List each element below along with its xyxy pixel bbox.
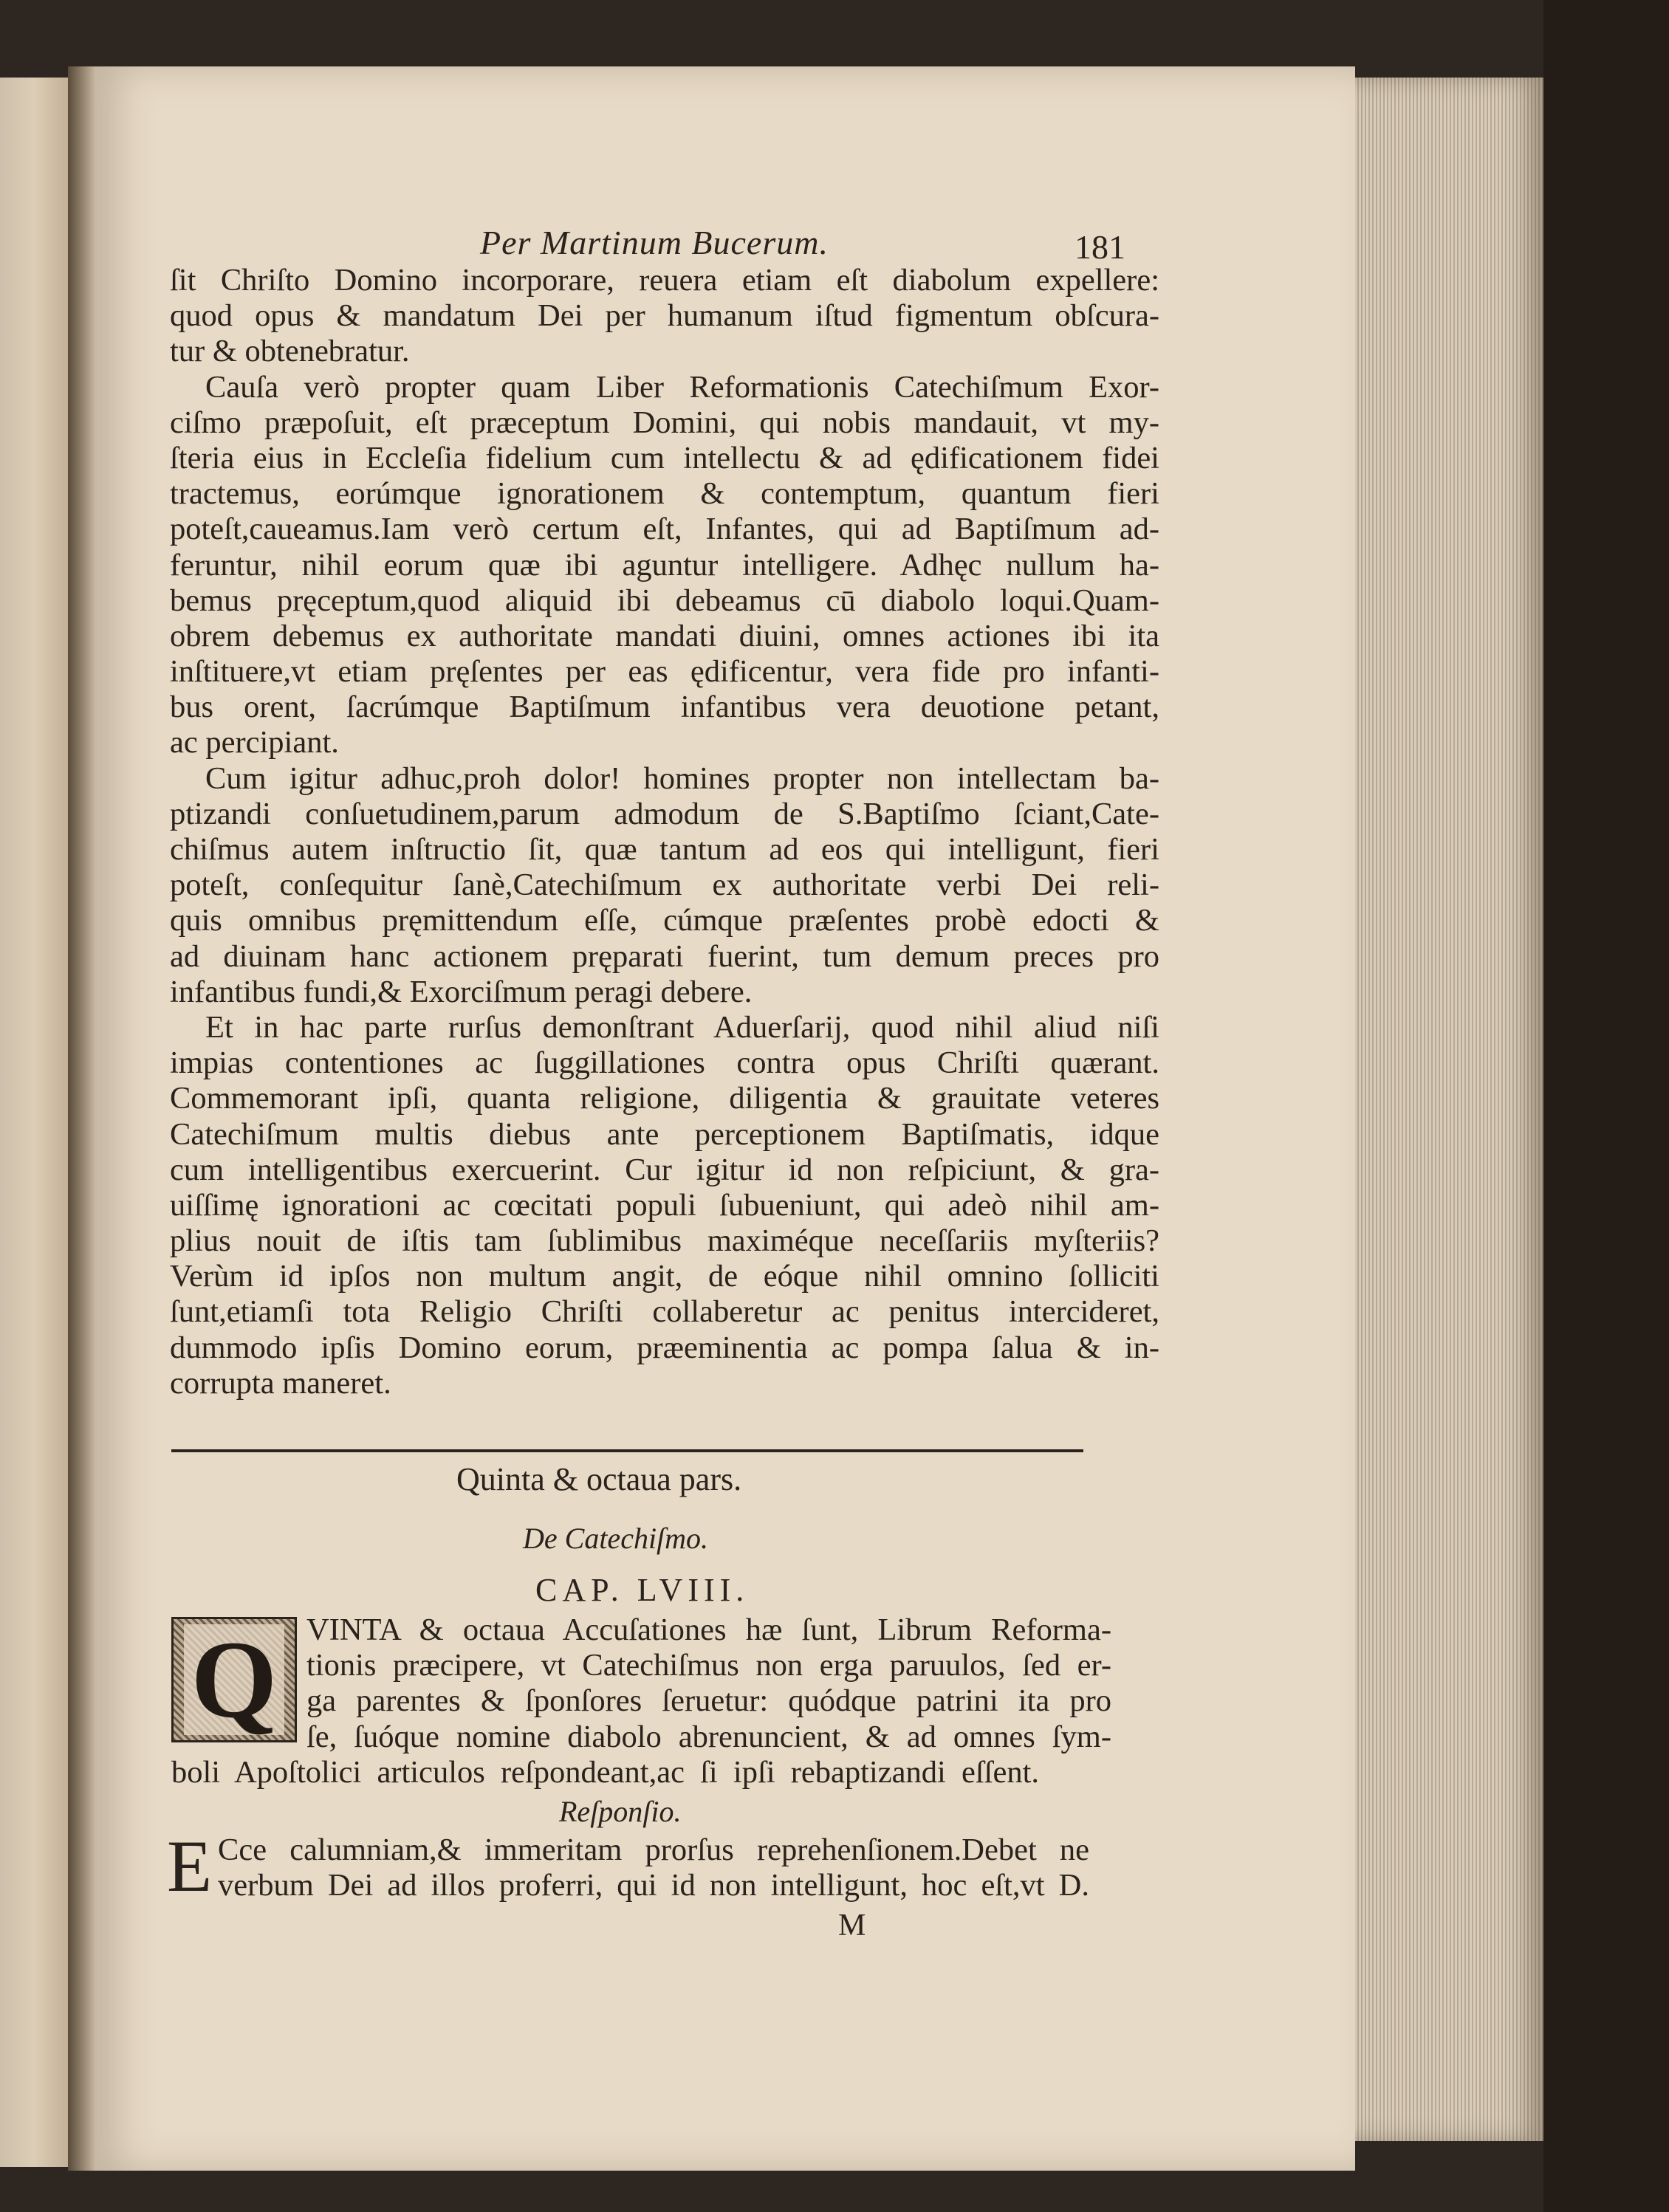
- text-line: ciſmo præpoſuit, eſt præceptum Domini, qui nobis mandauit, vt my-: [170, 405, 1159, 440]
- text-line: Et in hac parte rurſus demonſtrant Aduerſarij, quod nihil aliud niſi: [205, 1009, 1159, 1045]
- text-line: plius nouit de iſtis tam ſublimibus maximéque neceſſariis myſteriis?: [170, 1223, 1159, 1259]
- page-number: 181: [1075, 228, 1125, 266]
- text-line: corrupta maneret.: [170, 1365, 391, 1401]
- chapter-opening-continuation: [171, 1755, 1039, 1790]
- signature-mark: M: [838, 1909, 866, 1943]
- text-line: ga parentes & ſponſores ſeruetur: quódque patrini ita pro: [306, 1683, 1111, 1719]
- text-line: chiſmus autem inſtructio ſit, quæ tantum ad eos qui intelligunt, fieri: [170, 832, 1159, 867]
- book-gutter: [68, 66, 96, 2171]
- text-line: uiſſimę ignorationi ac cœcitati populi ſubueniunt, qui adeò nihil am-: [170, 1187, 1159, 1223]
- text-line: quis omnibus pręmittendum eſſe, cúmque præſentes probè edocti &: [170, 903, 1159, 938]
- text-line: ſit Chriſto Domino incorporare, reuera etiam eſt diabolum expellere:: [170, 263, 1159, 298]
- text-line: Commemorant ipſi, quanta religione, diligentia & grauitate veteres: [170, 1081, 1159, 1116]
- text-line: ſe, ſuóque nomine diabolo abrenuncient, & ad omnes ſym-: [306, 1719, 1111, 1754]
- text-line: obrem debemus ex authoritate mandati diuini, omnes actiones ibi ita: [170, 618, 1159, 653]
- decorated-initial: [171, 1617, 297, 1742]
- text-line: poteſt, conſequitur ſanè,Catechiſmum ex authoritate verbi Dei reli-: [170, 868, 1159, 903]
- text-line: quod opus & mandatum Dei per humanum iſtud figmentum obſcura-: [170, 298, 1159, 334]
- body-text: [170, 263, 1159, 1401]
- section-title: Quinta & octaua pars.: [456, 1461, 742, 1497]
- text-line: infantibus fundi,& Exorciſmum peragi debere.: [170, 974, 753, 1009]
- drop-letter: E: [167, 1825, 213, 1907]
- text-line: ſunt,etiamſi tota Religio Chriſti collaberetur ac penitus intercideret,: [170, 1294, 1159, 1330]
- text-line: feruntur, nihil eorum quæ ibi aguntur intelligere. Adhęc nullum ha-: [170, 547, 1159, 583]
- running-head: Per Martinum Bucerum.: [480, 224, 829, 261]
- text-line: bemus pręceptum,quod aliquid ibi debeamus cū diabolo loqui.Quam-: [170, 583, 1159, 618]
- text-line: ad diuinam hanc actionem pręparati fuerint, tum demum preces pro: [170, 938, 1159, 974]
- section-rule: [171, 1449, 1083, 1452]
- chapter-opening-text: [306, 1612, 1111, 1755]
- text-line: Cum igitur adhuc,proh dolor! homines propter non intellectam ba-: [205, 760, 1159, 796]
- text-line: Cauſa verò propter quam Liber Reformationis Catechiſmum Exor-: [205, 369, 1159, 405]
- text-line: tractemus, eorúmque ignorationem & contemptum, quantum fieri: [170, 476, 1159, 512]
- background-right: [1543, 0, 1669, 2212]
- text-line: verbum Dei ad illos proferri, qui id non intelligunt, hoc eſt,vt D.: [218, 1868, 1089, 1903]
- initial-letter: Q: [184, 1624, 285, 1735]
- text-line: impias contentiones ac ſuggillationes contra opus Chriſti quærant.: [170, 1045, 1159, 1081]
- text-line: VINTA & octaua Accuſationes hæ ſunt, Librum Reforma-: [306, 1612, 1111, 1647]
- text-line: cum intelligentibus exercuerint. Cur igitur id non reſpiciunt, & gra-: [170, 1152, 1159, 1187]
- text-line: dummodo ipſis Domino eorum, præeminentia ac pompa ſalua & in-: [170, 1330, 1159, 1365]
- text-line: Cce calumniam,& immeritam prorſus reprehenſionem.Debet ne: [218, 1833, 1089, 1867]
- text-line: boli Apoſtolici articulos reſpondeant,ac ſi ipſi rebaptizandi eſſent.: [171, 1755, 1039, 1790]
- chapter-heading: CAP. LVIII.: [535, 1572, 750, 1608]
- page-edges: [1355, 78, 1543, 2141]
- text-line: ſteria eius in Eccleſia fidelium cum intellectu & ad ędificationem fidei: [170, 440, 1159, 475]
- text-line: inſtituere,vt etiam pręſentes per eas ędificentur, vera fide pro infanti-: [170, 654, 1159, 690]
- text-line: ac percipiant.: [170, 725, 339, 760]
- responsio-text: [218, 1833, 1089, 1903]
- text-line: Catechiſmum multis diebus ante perceptionem Baptiſmatis, idque: [170, 1116, 1159, 1152]
- text-line: ptizandi conſuetudinem,parum admodum de S.Baptiſmo ſciant,Cate-: [170, 796, 1159, 831]
- text-line: poteſt,caueamus.Iam verò certum eſt, Infantes, qui ad Baptiſmum ad-: [170, 512, 1159, 547]
- text-line: bus orent, ſacrúmque Baptiſmum infantibus vera deuotione petant,: [170, 690, 1159, 725]
- responsio-heading: Reſponſio.: [559, 1795, 682, 1828]
- text-line: tur & obtenebratur.: [170, 334, 410, 369]
- text-line: Verùm id ipſos non multum angit, de eóque nihil omnino ſolliciti: [170, 1259, 1159, 1294]
- text-line: tionis præcipere, vt Catechiſmus non erga paruulos, ſed er-: [306, 1648, 1111, 1683]
- facing-page-edge: [0, 78, 68, 2167]
- section-subtitle: De Catechiſmo.: [523, 1522, 709, 1555]
